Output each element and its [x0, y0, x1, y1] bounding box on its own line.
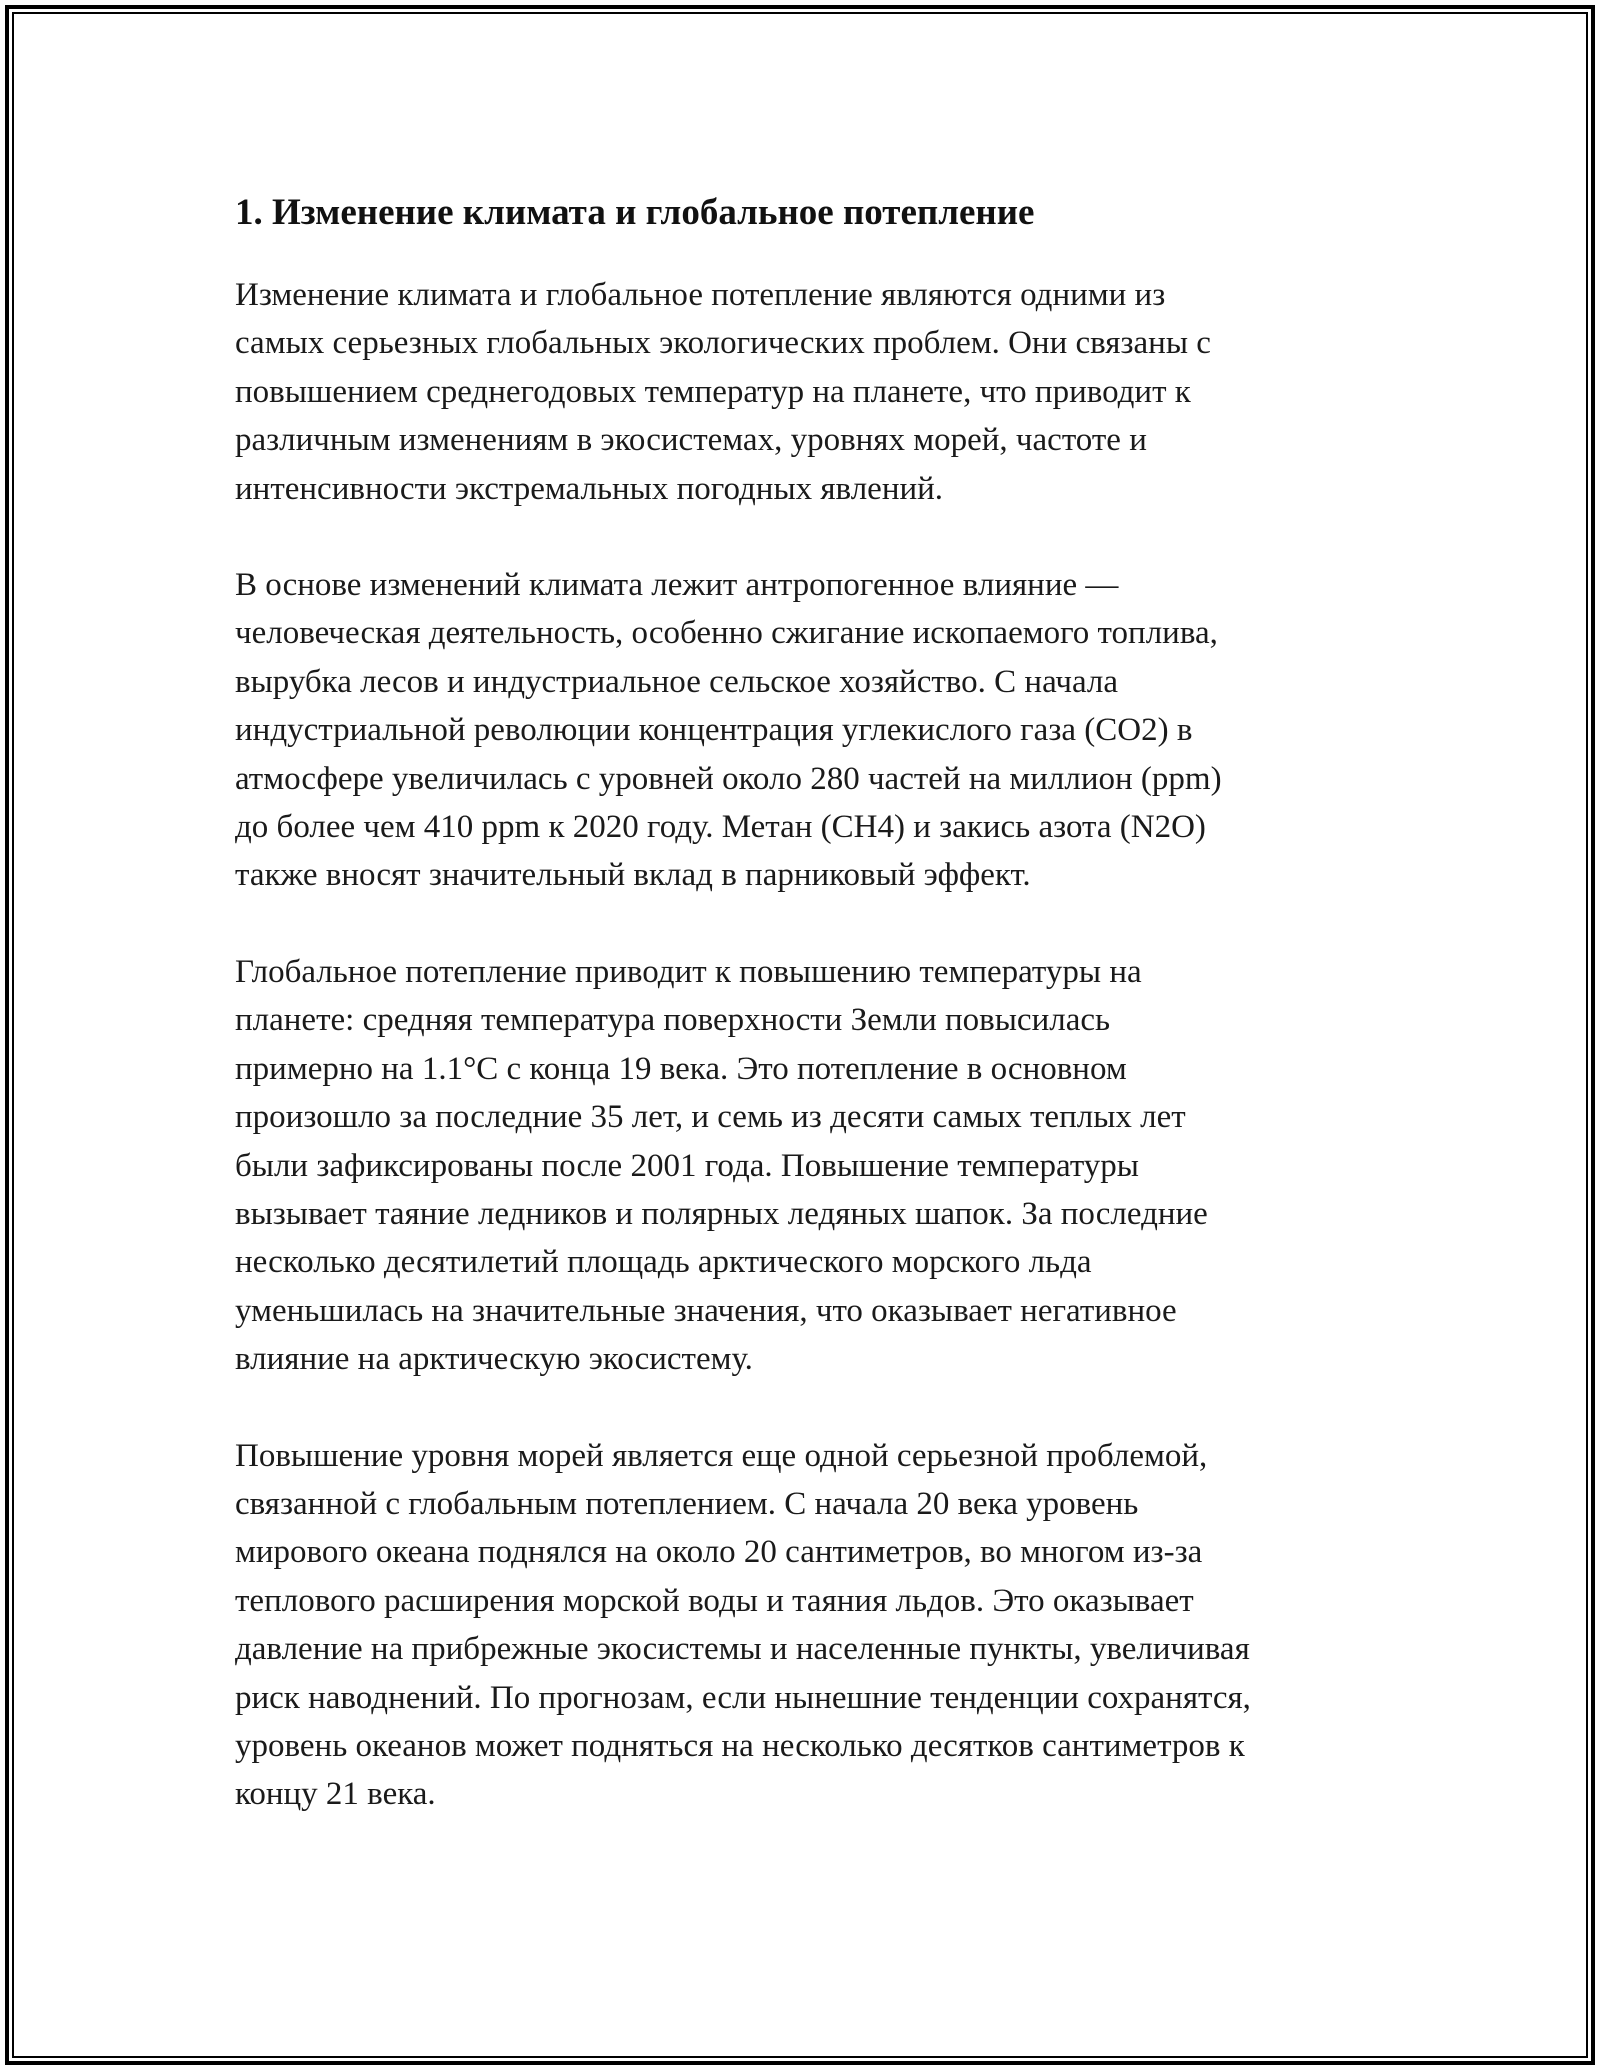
text-line: теплового расширения морской воды и таяния льдов. Это оказывает — [235, 1582, 1194, 1619]
text-line: также вносят значительный вклад в парниковый эффект. — [235, 857, 1031, 894]
text-line: давление на прибрежные экосистемы и населенные пункты, увеличивая — [235, 1631, 1250, 1668]
paragraph-4 — [235, 1432, 1395, 1819]
text-line: уменьшилась на значительные значения, что оказывает негативное — [235, 1292, 1177, 1329]
text-line: влияние на арктическую экосистему. — [235, 1341, 753, 1378]
text-line: самых серьезных глобальных экологических проблем. Они связаны с — [235, 325, 1211, 362]
text-line: вырубка лесов и индустриальное сельское хозяйство. С начала — [235, 663, 1119, 700]
text-line: мирового океана поднялся на около 20 сантиметров, во многом из-за — [235, 1534, 1203, 1571]
text-line: Глобальное потепление приводит к повышению температуры на — [235, 953, 1142, 990]
text-line: человеческая деятельность, особенно сжигание ископаемого топлива, — [235, 615, 1218, 652]
section-heading: 1. Изменение климата и глобальное потепление — [235, 192, 1035, 233]
text-line: уровень океанов может подняться на несколько десятков сантиметров к — [235, 1727, 1245, 1764]
text-line: вызывает таяние ледников и полярных ледяных шапок. За последние — [235, 1195, 1208, 1232]
document-body — [235, 185, 1395, 1867]
text-line: интенсивности экстремальных погодных явлений. — [235, 470, 944, 507]
text-line: были зафиксированы после 2001 года. Повышение температуры — [235, 1147, 1139, 1184]
paragraph-3 — [235, 948, 1395, 1384]
text-line: различным изменениям в экосистемах, уровнях морей, частоте и — [235, 422, 1147, 459]
text-line: атмосфере увеличилась с уровней около 280 частей на миллион (ppm) — [235, 760, 1222, 797]
text-line: до более чем 410 ppm к 2020 году. Метан (CH4) и закись азота (N2O) — [235, 809, 1206, 846]
paragraph-1 — [235, 271, 1395, 513]
text-line: произошло за последние 35 лет, и семь из десяти самых теплых лет — [235, 1099, 1186, 1136]
text-line: Повышение уровня морей является еще одной серьезной проблемой, — [235, 1437, 1208, 1474]
text-line: В основе изменений климата лежит антропогенное влияние — — [235, 567, 1119, 604]
text-line: повышением среднегодовых температур на планете, что приводит к — [235, 373, 1191, 410]
paragraph-2 — [235, 561, 1395, 900]
text-line: риск наводнений. По прогнозам, если нынешние тенденции сохранятся, — [235, 1679, 1251, 1716]
text-line: концу 21 века. — [235, 1776, 436, 1813]
text-line: индустриальной революции концентрация углекислого газа (CO2) в — [235, 712, 1193, 749]
text-line: планете: средняя температура поверхности Земли повысилась — [235, 1002, 1111, 1039]
text-line: несколько десятилетий площадь арктического морского льда — [235, 1244, 1092, 1281]
text-line: примерно на 1.1°C с конца 19 века. Это потепление в основном — [235, 1050, 1127, 1087]
text-line: связанной с глобальным потеплением. С начала 20 века уровень — [235, 1485, 1139, 1522]
text-line: Изменение климата и глобальное потепление являются одними из — [235, 277, 1166, 313]
